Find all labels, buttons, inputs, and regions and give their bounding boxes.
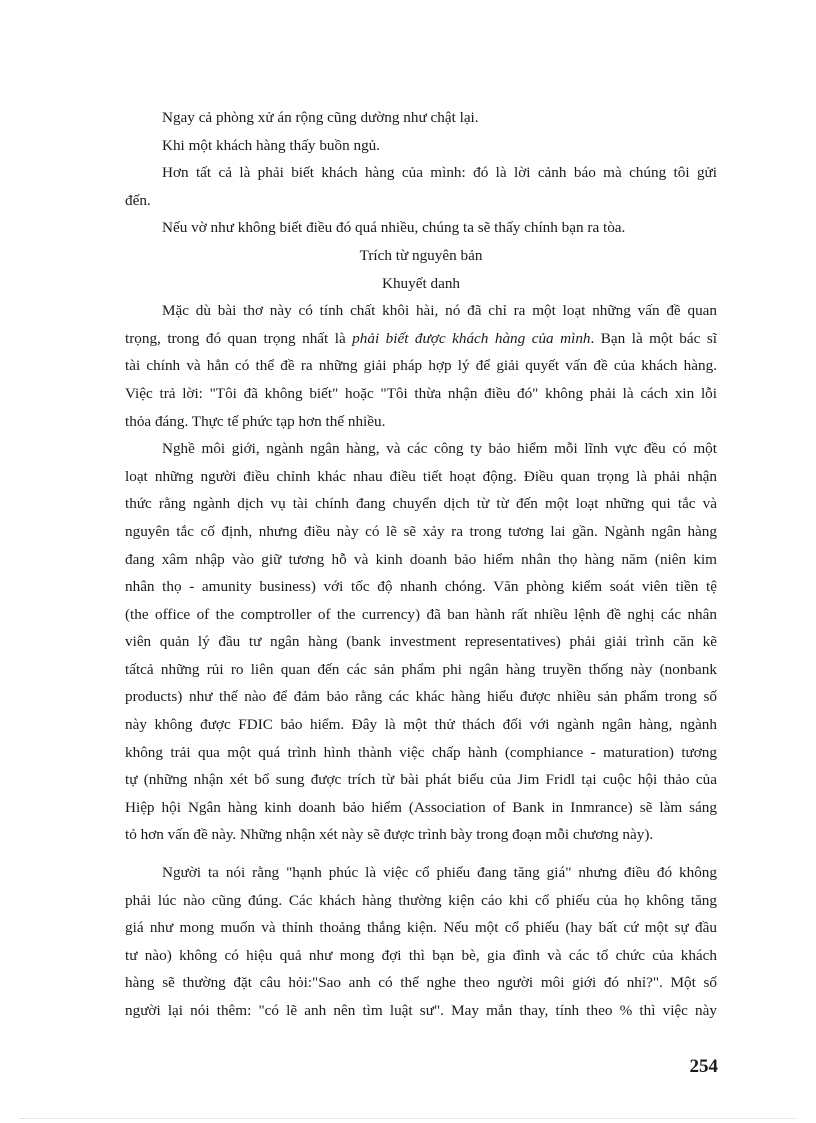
text-line: hàng sẽ thường đặt câu hỏi:"Sao anh có thể nghe theo người môi giới đó nhỉ?". Một số bbox=[125, 974, 717, 992]
page-body bbox=[125, 104, 717, 1025]
text-line: products) như thế nào để đảm bảo rằng các khác hàng hiểu được nhiều sản phẩm trong số bbox=[125, 688, 717, 706]
text-line: tấtcả những rủi ro liên quan đến các sản phẩm phi ngân hàng truyền thống này (nonbank bbox=[125, 660, 717, 678]
text-line: viên quản lý đầu tư ngân hàng (bank investment representatives) phải giải trình căn kẽ bbox=[125, 633, 717, 651]
poem-line: Hơn tất cả là phải biết khách hàng của mình: đó là lời cảnh báo mà chúng tôi gửi bbox=[162, 164, 717, 182]
paragraph-spacer bbox=[125, 849, 717, 859]
text-line: tư nào) không có hiệu quả như mong đợi thì bạn bè, gia đình và các tổ chức của khách bbox=[125, 946, 717, 964]
poem-line: Khi một khách hàng thấy buồn ngủ. bbox=[162, 136, 381, 154]
text-line: tài chính và hẳn có thể đề ra những giải pháp hợp lý để giải quyết vấn đề của khách hàng. bbox=[125, 357, 717, 375]
text-line: này không được FDIC bảo hiểm. Đây là một thử thách đối với ngành ngân hàng, ngành bbox=[125, 716, 717, 734]
paragraph-1 bbox=[125, 297, 717, 435]
paragraph-2 bbox=[125, 435, 717, 849]
page-bottom-divider bbox=[20, 1118, 796, 1119]
text-line: loạt những người điều chỉnh khác nhau điều tiết hoạt động. Điều quan trọng là phải nhận bbox=[125, 467, 717, 485]
poem-line: Ngay cả phòng xử án rộng cũng dường như chật lại. bbox=[162, 109, 479, 126]
text-line: tỏ hơn vấn đề này. Những nhận xét này sẽ được trình bày trong đoạn mỗi chương này). bbox=[125, 826, 654, 844]
poem-source: Trích từ nguyên bản bbox=[359, 246, 483, 264]
paragraph-3 bbox=[125, 859, 717, 1025]
text-line: Người ta nói rằng "hạnh phúc là việc cổ phiếu đang tăng giá" nhưng điều đó không bbox=[162, 864, 717, 882]
page-number: 254 bbox=[689, 1056, 718, 1077]
text-line: Nghề môi giới, ngành ngân hàng, và các công ty bảo hiểm mỗi lĩnh vực đều có một bbox=[162, 440, 717, 458]
emphasized-phrase: phải biết được khách hàng của mình bbox=[352, 329, 591, 347]
text-line bbox=[125, 325, 717, 353]
text-run: . Bạn là một bác sĩ bbox=[590, 329, 717, 347]
text-line: nhân thọ - amunity business) với tốc độ nhanh chóng. Văn phòng kiểm soát viên tiền tệ bbox=[125, 578, 717, 596]
text-run: trọng, trong đó quan trọng nhất là bbox=[125, 329, 353, 347]
text-line: thỏa đáng. Thực tế phức tạp hơn thế nhiều. bbox=[125, 412, 386, 430]
text-line: (the office of the comptroller of the currency) đã ban hành rất nhiều lệnh đề nghị các nhân bbox=[125, 605, 717, 623]
text-line: tự (những nhận xét bổ sung được trích từ bài phát biểu của Jim Fridl tại cuộc hội thảo của bbox=[125, 771, 717, 789]
text-line: phải lúc nào cũng đúng. Các khách hàng thường kiện cáo khi cổ phiếu của họ không tăng bbox=[125, 891, 717, 909]
text-line: không trải qua một quá trình hình thành việc chấp hành (comphiance - maturation) tương bbox=[125, 743, 717, 761]
text-line: nguyên tắc cố định, nhưng điều này có lẽ sẽ xảy ra trong tương lai gần. Ngành ngân hàng bbox=[125, 522, 717, 540]
text-line: Mặc dù bài thơ này có tính chất khôi hài, nó đã chỉ ra một loạt những vấn đề quan bbox=[162, 302, 717, 320]
text-line: Hiệp hội Ngân hàng kinh doanh bảo hiểm (Association of Bank in Inmrance) sẽ làm sáng bbox=[125, 798, 717, 816]
text-line: Việc trả lời: "Tôi đã không biết" hoặc "Tôi thừa nhận điều đó" không phải là cách xin lỗi bbox=[125, 384, 717, 402]
poem-line: đến. bbox=[125, 191, 151, 209]
text-line: giá như mong muốn và thỉnh thoảng thắng kiện. Nếu một cổ phiếu (hay bất cứ một sự đầu bbox=[125, 919, 717, 937]
poem-author: Khuyết danh bbox=[381, 274, 461, 292]
poem-line: Nếu vờ như không biết điều đó quá nhiều, chúng ta sẽ thấy chính bạn ra tòa. bbox=[162, 219, 626, 237]
text-line: thức rằng ngành dịch vụ tài chính đang chuyển dịch từ từ đến một loạt những qui tắc và bbox=[125, 495, 717, 513]
text-line: người lại nói thêm: "có lẽ anh nên tìm luật sư". May mắn thay, tính theo % thì việc này bbox=[125, 1002, 717, 1019]
poem-excerpt bbox=[125, 104, 717, 297]
text-line: đang xâm nhập vào giữ tương hỗ và kinh doanh bảo hiểm nhân thọ hàng năm (niên kim bbox=[125, 550, 717, 568]
